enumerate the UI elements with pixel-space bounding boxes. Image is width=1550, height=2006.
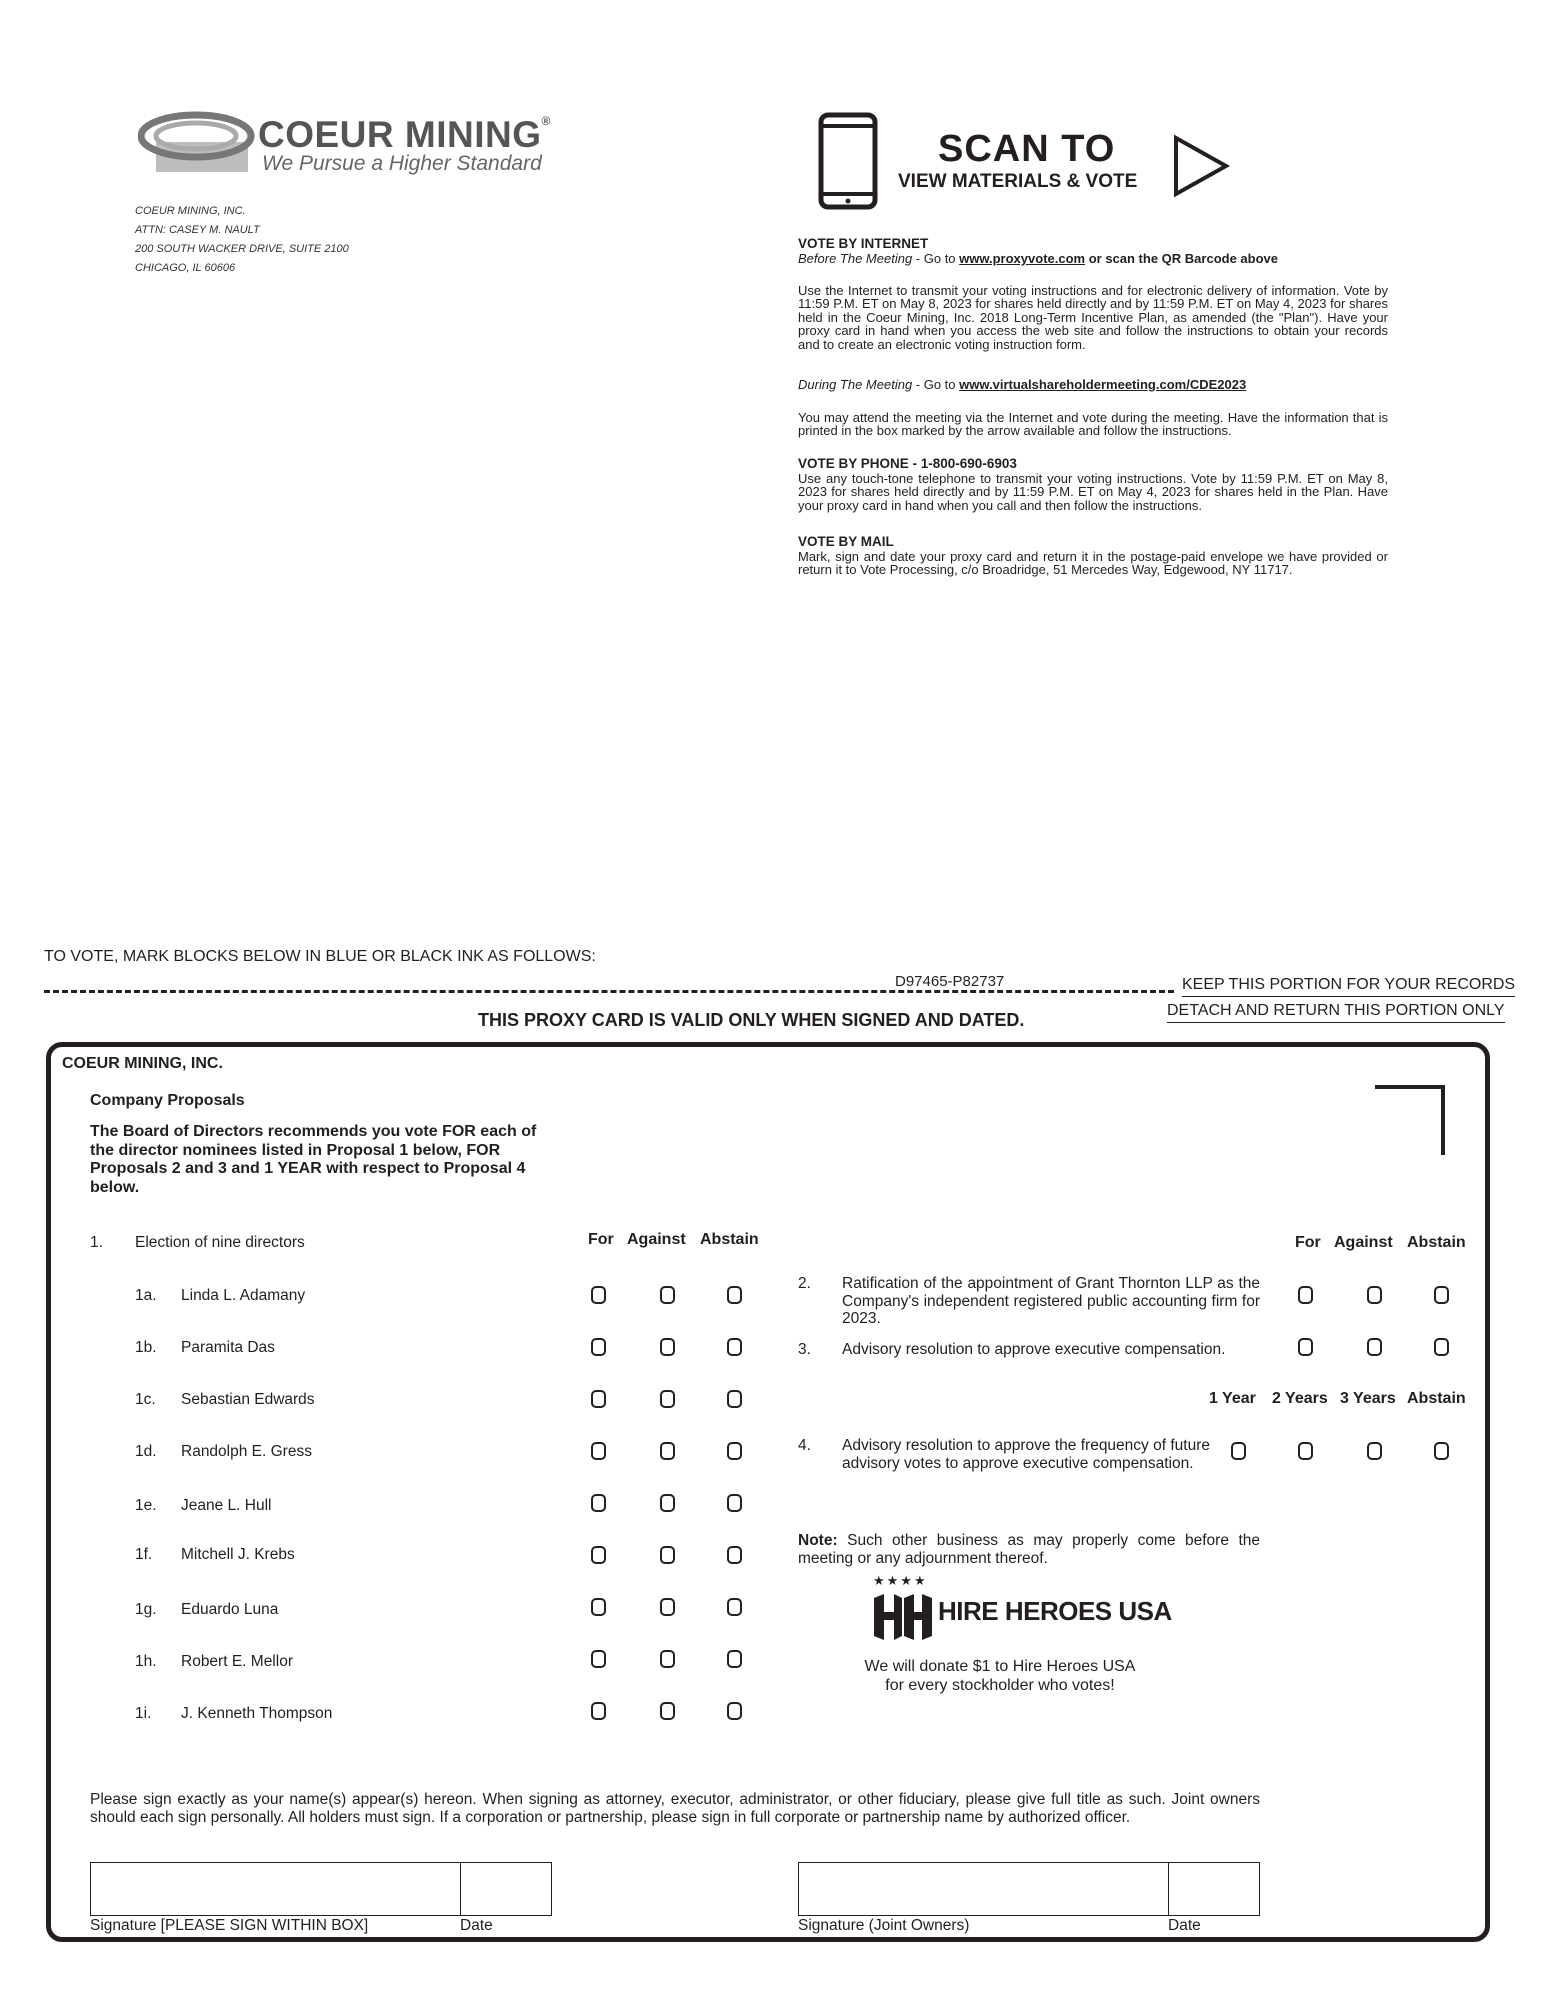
abstain-checkbox[interactable] [1434,1442,1449,1460]
joint-signature-label: Signature (Joint Owners) [798,1917,970,1934]
for-checkbox[interactable] [591,1286,606,1304]
abstain-checkbox[interactable] [727,1650,742,1668]
abstain-checkbox[interactable] [727,1390,742,1408]
logo-tagline: We Pursue a Higher Standard [262,152,542,175]
detach-return-label: DETACH AND RETURN THIS PORTION ONLY [1167,1002,1505,1023]
date-box[interactable] [460,1862,552,1916]
phone-body: Use any touch-tone telephone to transmit your voting instructions. Vote by 11:59 P.M. ET on May 8, 2023 for shares held directly and by 11:59 P.M. ET on May 4, 2023 for shares held in the Plan. Have your proxy card in hand when you call and then follow the instructions. [798,471,1388,513]
abstain-checkbox[interactable] [727,1702,742,1720]
nominee-id: 1i. [135,1705,152,1722]
nominee-name: Randolph E. Gress [181,1443,312,1460]
nominee-id: 1f. [135,1546,153,1563]
column-header-1-year: 1 Year [1209,1390,1256,1407]
for-checkbox[interactable] [1298,1286,1313,1304]
nominee-name: Robert E. Mellor [181,1653,293,1670]
abstain-checkbox[interactable] [727,1338,742,1356]
2-years-checkbox[interactable] [1298,1442,1313,1460]
against-checkbox[interactable] [660,1650,675,1668]
proposal-number: 2. [798,1275,811,1292]
for-checkbox[interactable] [591,1702,606,1720]
against-checkbox[interactable] [1367,1338,1382,1356]
address-line: 200 SOUTH WACKER DRIVE, SUITE 2100 [135,243,349,255]
proposal-text: Advisory resolution to approve the frequency of future advisory votes to approve executive compensation. [842,1437,1210,1472]
proposal-number: 1. [90,1234,103,1251]
corner-mark [1375,1085,1445,1155]
joint-signature-box[interactable] [798,1862,1169,1916]
virtual-meeting-link[interactable]: www.virtualshareholdermeeting.com/CDE2023 [959,377,1247,392]
signature-label: Signature [PLEASE SIGN WITHIN BOX] [90,1917,369,1934]
proposal-number: 4. [798,1437,811,1454]
abstain-checkbox[interactable] [727,1546,742,1564]
nominee-id: 1h. [135,1653,157,1670]
nominee-id: 1b. [135,1339,157,1356]
column-header-abstain: Abstain [1407,1390,1466,1407]
board-recommendation: The Board of Directors recommends you vote FOR each of the director nominees listed in Proposal 1 below, FOR Proposals 2 and 3 and 1 YEAR with respect to Proposal 4 below. [90,1123,537,1196]
phone-heading: VOTE BY PHONE - 1-800-690-6903 [798,456,1017,471]
column-header-abstain: Abstain [1407,1234,1466,1251]
abstain-checkbox[interactable] [727,1494,742,1512]
ink-instructions: TO VOTE, MARK BLOCKS BELOW IN BLUE OR BLACK INK AS FOLLOWS: [44,948,596,965]
validity-notice: THIS PROXY CARD IS VALID ONLY WHEN SIGNED AND DATED. [478,1010,1025,1030]
nominee-id: 1a. [135,1287,157,1304]
proposal-text: Advisory resolution to approve executive compensation. [842,1341,1226,1358]
proposal-text: Election of nine directors [135,1234,305,1251]
abstain-checkbox[interactable] [727,1286,742,1304]
column-header-3-years: 3 Years [1340,1390,1396,1407]
during-body: You may attend the meeting via the Internet and vote during the meeting. Have the information that is printed in the box marked by the arrow available and follow the instructions. [798,410,1388,439]
go-to-text: - Go to [912,377,960,392]
abstain-checkbox[interactable] [1434,1338,1449,1356]
against-checkbox[interactable] [660,1702,675,1720]
column-header-for: For [588,1231,614,1248]
phone-icon [818,112,878,210]
against-checkbox[interactable] [660,1390,675,1408]
scan-title: SCAN TO [938,128,1116,170]
for-checkbox[interactable] [591,1338,606,1356]
nominee-name: J. Kenneth Thompson [181,1705,333,1722]
against-checkbox[interactable] [660,1442,675,1460]
nominee-id: 1e. [135,1497,157,1514]
1-year-checkbox[interactable] [1231,1442,1246,1460]
logo-mark-icon [138,106,258,176]
address-line: ATTN: CASEY M. NAULT [135,224,260,236]
date-label: Date [1168,1917,1201,1934]
nominee-id: 1d. [135,1443,157,1460]
column-header-for: For [1295,1234,1321,1251]
go-to-text: - Go to [912,251,960,266]
against-checkbox[interactable] [660,1598,675,1616]
address-line: COEUR MINING, INC. [135,205,246,217]
column-header-abstain: Abstain [700,1231,759,1248]
date-label: Date [460,1917,493,1934]
nominee-name: Jeane L. Hull [181,1497,272,1514]
abstain-checkbox[interactable] [1434,1286,1449,1304]
nominee-name: Paramita Das [181,1339,275,1356]
mail-body: Mark, sign and date your proxy card and return it in the postage-paid envelope we have provided or return it to Vote Processing, c/o Broadridge, 51 Mercedes Way, Edgewood, NY 11717. [798,549,1388,578]
nominee-name: Linda L. Adamany [181,1287,306,1304]
address-line: CHICAGO, IL 60606 [135,262,236,274]
proxyvote-link[interactable]: www.proxyvote.com [959,251,1086,266]
abstain-checkbox[interactable] [727,1598,742,1616]
for-checkbox[interactable] [591,1650,606,1668]
internet-heading: VOTE BY INTERNET [798,236,929,251]
card-company-name: COEUR MINING, INC. [62,1055,223,1072]
3-years-checkbox[interactable] [1367,1442,1382,1460]
before-meeting-line [798,252,1388,265]
for-checkbox[interactable] [1298,1338,1313,1356]
donation-note: for every stockholder who votes! [885,1677,1115,1694]
against-checkbox[interactable] [660,1494,675,1512]
proposal-number: 3. [798,1341,811,1358]
joint-date-box[interactable] [1168,1862,1260,1916]
nominee-name: Mitchell J. Krebs [181,1546,295,1563]
nominee-id: 1g. [135,1601,157,1618]
for-checkbox[interactable] [591,1598,606,1616]
before-label: Before The Meeting [798,251,913,266]
note-text: Note: Such other business as may properly come before the meeting or any adjournment thereof. [798,1532,1260,1567]
signing-instructions: Please sign exactly as your name(s) appear(s) hereon. When signing as attorney, executor, administrator, or other fiduciary, please give full title as such. Joint owners should each sign personally. All holders must sign. If a corporation or partnership, please sign in full corporate or partnership name by authorized officer. [90,1791,1260,1826]
for-checkbox[interactable] [591,1494,606,1512]
stars-icon: ★★★★ [873,1573,928,1588]
during-meeting-line [798,378,1388,391]
against-checkbox[interactable] [660,1546,675,1564]
against-checkbox[interactable] [660,1286,675,1304]
arrow-icon [1172,134,1232,198]
section-title: Company Proposals [90,1092,245,1109]
detach-line [44,990,1174,993]
during-label: During The Meeting [798,377,913,392]
logo-wordmark: COEUR MINING® [258,114,551,155]
mail-heading: VOTE BY MAIL [798,534,894,549]
hire-heroes-name: HIRE HEROES USA [938,1596,1172,1626]
barcode-text: or scan the QR Barcode above [1085,251,1278,266]
against-checkbox[interactable] [660,1338,675,1356]
nominee-name: Sebastian Edwards [181,1391,315,1408]
keep-portion-label: KEEP THIS PORTION FOR YOUR RECORDS [1182,976,1515,997]
for-checkbox[interactable] [591,1442,606,1460]
hh-mark-icon [872,1592,934,1642]
internet-body: Use the Internet to transmit your voting instructions and for electronic delivery of information. Vote by 11:59 P.M. ET on May 8, 2023 for shares held directly and by 11:59 P.M. ET on May 4, 2023 for shares held in the Coeur Mining, Inc. 2018 Long-Term Incentive Plan, as amended (the "Plan"). Have your proxy card in hand when you access the web site and follow the instructions to obtain your records and to create an electronic voting instruction form. [798,283,1388,352]
abstain-checkbox[interactable] [727,1442,742,1460]
column-header-2-years: 2 Years [1272,1390,1328,1407]
column-header-against: Against [627,1231,686,1248]
control-code: D97465-P82737 [895,973,1005,990]
for-checkbox[interactable] [591,1546,606,1564]
for-checkbox[interactable] [591,1390,606,1408]
column-header-against: Against [1334,1234,1393,1251]
against-checkbox[interactable] [1367,1286,1382,1304]
proposal-text: Ratification of the appointment of Grant Thornton LLP as the Company's independent registered public accounting firm for 2023. [842,1275,1260,1327]
scan-subtitle: VIEW MATERIALS & VOTE [898,171,1138,192]
donation-note: We will donate $1 to Hire Heroes USA [864,1658,1136,1675]
nominee-id: 1c. [135,1391,156,1408]
nominee-name: Eduardo Luna [181,1601,279,1618]
signature-box[interactable] [90,1862,461,1916]
